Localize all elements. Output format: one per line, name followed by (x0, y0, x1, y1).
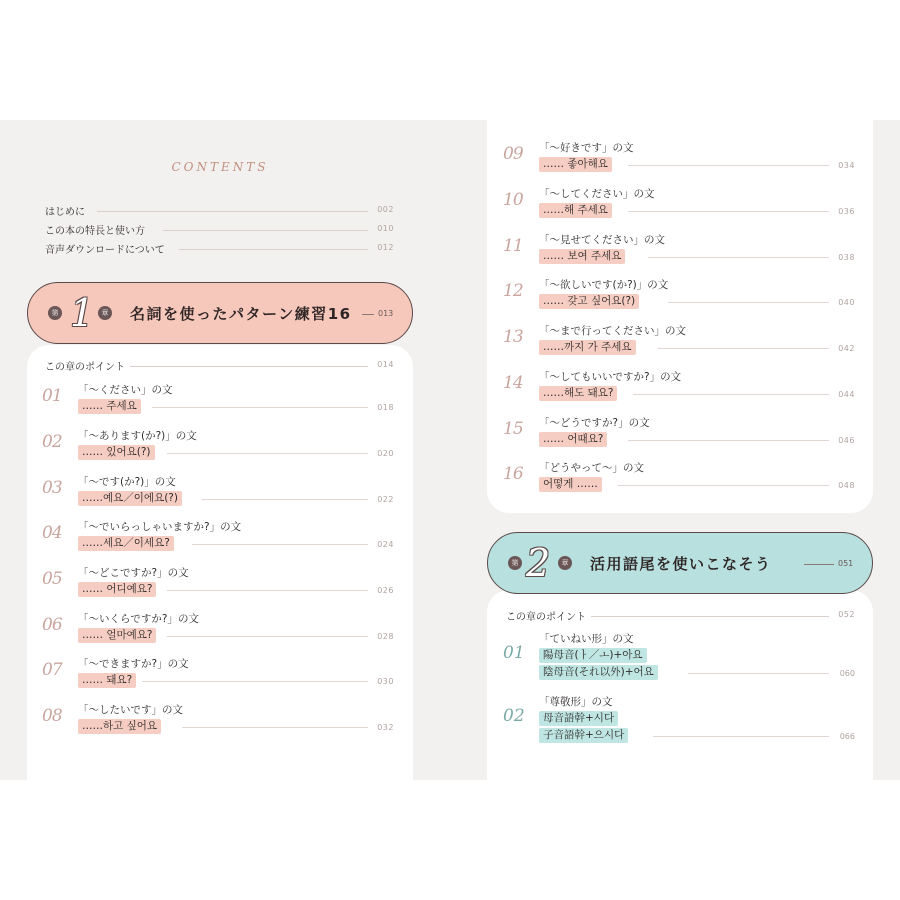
leader-line (658, 348, 829, 349)
leader-line (163, 230, 368, 231)
leader-line (804, 564, 834, 565)
chapter-mark-dai: 第 (48, 306, 62, 320)
entry-page-number: 026 (377, 586, 394, 595)
chapter-mark-dai: 第 (508, 556, 522, 570)
entry-page-number: 048 (838, 481, 855, 490)
entry-number: 12 (503, 281, 523, 301)
toc-label: この章のポイント (45, 358, 125, 373)
chapter-2-banner[interactable] (487, 532, 873, 594)
toc-entry-c1-05[interactable] (42, 565, 394, 605)
entry-number: 02 (42, 432, 62, 452)
toc-page-number: 014 (377, 360, 394, 369)
entry-number: 05 (42, 569, 62, 589)
entry-japanese: 「〜ください」の文 (78, 384, 173, 396)
leader-line (628, 211, 829, 212)
toc-label: 音声ダウンロードについて (45, 241, 165, 256)
entry-korean-rule-1: 陽母音(ㅏ／ㅗ)+아요 (539, 648, 647, 663)
leader-line (167, 636, 368, 637)
entry-korean: …… 어디예요? (78, 582, 156, 597)
entry-japanese: 「〜です(か?)」の文 (78, 476, 176, 488)
entry-number: 09 (503, 144, 523, 164)
toc-row-intro[interactable] (45, 203, 394, 219)
chapter-page-number: 051 (838, 559, 854, 568)
toc-entry-c1-12[interactable] (503, 277, 855, 317)
leader-line (142, 681, 368, 682)
leader-line (179, 249, 368, 250)
entry-japanese: 「〜できますか?」の文 (78, 658, 189, 670)
entry-number: 02 (503, 706, 525, 726)
entry-number: 10 (503, 190, 523, 210)
entry-page-number: 036 (838, 207, 855, 216)
chapter-number: 1 (70, 291, 95, 335)
entry-number: 03 (42, 478, 62, 498)
toc-entry-c1-09[interactable] (503, 140, 855, 180)
entry-japanese: 「〜どこですか?」の文 (78, 567, 189, 579)
toc-label: はじめに (45, 203, 85, 218)
entry-page-number: 038 (838, 253, 855, 262)
toc-page-number: 010 (377, 224, 394, 233)
entry-number: 01 (42, 386, 62, 406)
entry-korean: ……까지 가 주세요 (539, 340, 636, 355)
leader-line (202, 499, 368, 500)
entry-page-number: 040 (838, 298, 855, 307)
toc-entry-c1-03[interactable] (42, 474, 394, 514)
entry-page-number: 024 (377, 540, 394, 549)
entry-page-number: 018 (377, 403, 394, 412)
toc-row-chapter-2-point[interactable] (506, 608, 855, 624)
entry-japanese: 「〜あります(か?)」の文 (78, 430, 197, 442)
leader-line (628, 165, 829, 166)
chapter-page-number: 013 (378, 309, 394, 318)
entry-japanese: 「ていねい形」の文 (539, 633, 634, 645)
chapter-1-banner[interactable] (27, 282, 413, 344)
entry-page-number: 030 (377, 677, 394, 686)
entry-number: 14 (503, 373, 523, 393)
toc-entry-c2-01[interactable] (503, 631, 855, 677)
entry-page-number: 034 (838, 161, 855, 170)
toc-entry-c2-02[interactable] (503, 694, 855, 740)
entry-korean: ……하고 싶어요 (78, 719, 161, 734)
entry-page-number: 060 (839, 669, 855, 678)
toc-entry-c1-13[interactable] (503, 323, 855, 363)
entry-number: 16 (503, 464, 523, 484)
entry-korean: ……해도 돼요? (539, 386, 617, 401)
toc-entry-c1-01[interactable] (42, 382, 394, 422)
entry-korean: 어떻게 …… (539, 477, 602, 492)
leader-line (167, 453, 368, 454)
chapter-mark-sho: 章 (98, 306, 112, 320)
entry-korean: ……해 주세요 (539, 203, 612, 218)
leader-line (182, 727, 368, 728)
entry-korean: …… 어때요? (539, 432, 607, 447)
entry-page-number: 042 (838, 344, 855, 353)
toc-entry-c1-14[interactable] (503, 369, 855, 409)
entry-japanese: 「〜好きです」の文 (539, 142, 634, 154)
leader-line (97, 211, 368, 212)
entry-japanese: 「〜でいらっしゃいますか?」の文 (78, 521, 242, 533)
entry-japanese: 「〜してください」の文 (539, 188, 655, 200)
leader-line (688, 673, 829, 674)
entry-page-number: 028 (377, 632, 394, 641)
entry-korean-rule-2: 陰母音(それ以外)+어요 (539, 665, 658, 680)
entry-japanese: 「〜欲しいです(か?)」の文 (539, 279, 669, 291)
entry-korean: …… 주세요 (78, 399, 141, 414)
entry-japanese: 「〜してもいいですか?」の文 (539, 371, 682, 383)
toc-label: この本の特長と使い方 (45, 222, 145, 237)
chapter-title: 名詞を使ったパターン練習16 (130, 305, 352, 323)
entry-number: 07 (42, 660, 62, 680)
toc-page-number: 012 (377, 243, 394, 252)
entry-korean-rule-1: 母音語幹+시다 (539, 711, 618, 726)
toc-entry-c1-07[interactable] (42, 656, 394, 696)
entry-japanese: 「〜まで行ってください」の文 (539, 325, 686, 337)
toc-row-features[interactable] (45, 222, 394, 238)
entry-page-number: 044 (838, 390, 855, 399)
leader-line (167, 590, 368, 591)
entry-number: 13 (503, 327, 523, 347)
toc-entry-c1-16[interactable] (503, 460, 855, 500)
entry-number: 06 (42, 615, 62, 635)
entry-number: 04 (42, 523, 62, 543)
toc-page-number: 002 (377, 205, 394, 214)
chapter-mark-sho: 章 (558, 556, 572, 570)
leader-line (668, 302, 829, 303)
toc-row-chapter-1-point[interactable] (45, 358, 394, 374)
entry-japanese: 「〜したいです」の文 (78, 704, 183, 716)
entry-japanese: 「どうやって〜」の文 (539, 462, 644, 474)
toc-entry-c1-02[interactable] (42, 428, 394, 468)
toc-entry-c1-15[interactable] (503, 415, 855, 455)
leader-line (648, 257, 829, 258)
contents-title: CONTENTS (171, 160, 269, 174)
toc-row-audio-download[interactable] (45, 241, 394, 257)
toc-entry-c1-10[interactable] (503, 186, 855, 226)
toc-entry-c1-08[interactable] (42, 702, 394, 742)
leader-line (618, 485, 829, 486)
entry-korean: …… 있어요(?) (78, 445, 155, 460)
entry-korean: …… 갖고 싶어요(?) (539, 294, 639, 309)
leader-line (591, 616, 829, 617)
entry-japanese: 「〜いくらですか?」の文 (78, 613, 199, 625)
entry-page-number: 022 (377, 495, 394, 504)
leader-line (628, 440, 829, 441)
entry-number: 15 (503, 419, 523, 439)
entry-japanese: 「〜どうですか?」の文 (539, 417, 650, 429)
leader-line (192, 544, 368, 545)
entry-japanese: 「尊敬形」の文 (539, 696, 613, 708)
leader-line (362, 314, 374, 315)
entry-page-number: 020 (377, 449, 394, 458)
leader-line (152, 407, 368, 408)
entry-page-number: 066 (839, 732, 855, 741)
toc-entry-c1-04[interactable] (42, 519, 394, 559)
leader-line (653, 736, 829, 737)
toc-entry-c1-11[interactable] (503, 232, 855, 272)
entry-page-number: 032 (377, 723, 394, 732)
leader-line (130, 366, 368, 367)
toc-entry-c1-06[interactable] (42, 611, 394, 651)
entry-number: 08 (42, 706, 62, 726)
chapter-title: 活用語尾を使いこなそう (590, 555, 772, 573)
entry-japanese: 「〜見せてください」の文 (539, 234, 665, 246)
entry-number: 01 (503, 643, 525, 663)
entry-korean: …… 좋아해요 (539, 157, 612, 172)
entry-korean: ……세요／이세요? (78, 536, 174, 551)
leader-line (633, 394, 829, 395)
entry-number: 11 (503, 236, 523, 256)
chapter-number: 2 (526, 541, 551, 585)
entry-korean: ……예요／이에요(?) (78, 491, 182, 506)
entry-korean: …… 돼요? (78, 673, 136, 688)
toc-page-number: 052 (838, 610, 855, 619)
entry-korean: …… 보여 주세요 (539, 249, 625, 264)
entry-page-number: 046 (838, 436, 855, 445)
toc-label: この章のポイント (506, 608, 586, 623)
entry-korean-rule-2: 子音語幹+으시다 (539, 728, 628, 743)
entry-korean: …… 얼마예요? (78, 628, 156, 643)
